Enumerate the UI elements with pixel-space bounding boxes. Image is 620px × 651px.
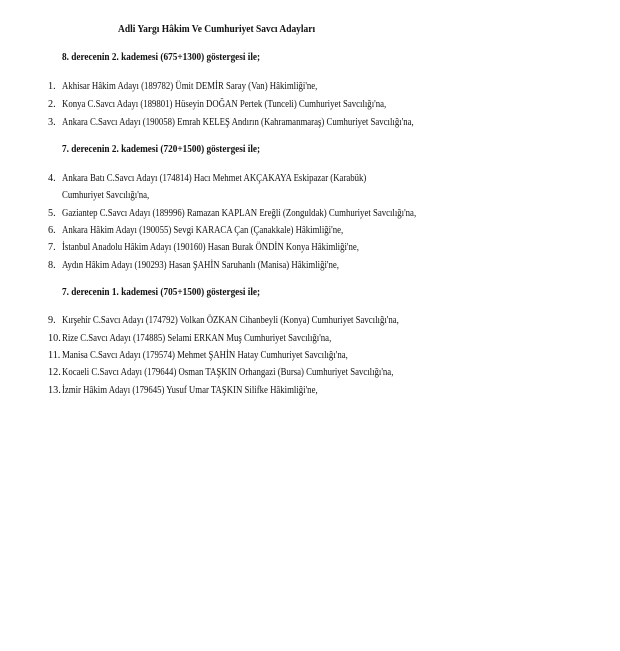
list-item-number: 9. xyxy=(48,315,56,326)
list-item-text: Ankara Batı C.Savcı Adayı (174814) Hacı Mehmet AKÇAKAYA Eskipazar (Karabük) Cumhuriyet Savcılığı'na, xyxy=(62,173,367,201)
list-item-number: 4. xyxy=(48,173,56,184)
list-item-text: Ankara Hâkim Adayı (190055) Sevgi KARACA Çan (Çanakkale) Hâkimliği'ne, xyxy=(62,225,344,236)
section-heading-1: 8. derecenin 2. kademesi (675+1300) göstergesi ile; xyxy=(62,52,261,63)
list-item-number: 6. xyxy=(48,225,56,236)
document-title: Adli Yargı Hâkim Ve Cumhuriyet Savcı Adayları xyxy=(118,24,316,35)
list-item-text: Aydın Hâkim Adayı (190293) Hasan ŞAHİN Saruhanlı (Manisa) Hâkimliği'ne, xyxy=(62,260,339,271)
list-item-number: 5. xyxy=(48,208,56,219)
list-item-number: 3. xyxy=(48,117,56,128)
list-item-text: İstanbul Anadolu Hâkim Adayı (190160) Hasan Burak ÖNDİN Konya Hâkimliği'ne, xyxy=(62,242,359,253)
list-item-number: 11. xyxy=(48,350,61,361)
list-item-number: 8. xyxy=(48,260,56,271)
list-item-text: İzmir Hâkim Adayı (179645) Yusuf Umar TAŞKIN Silifke Hâkimliği'ne, xyxy=(62,385,318,396)
list-item-number: 13. xyxy=(48,385,61,396)
list-item-number: 2. xyxy=(48,99,56,110)
list-item-number: 1. xyxy=(48,81,56,92)
list-item-number: 10. xyxy=(48,333,61,344)
section-heading-3: 7. derecenin 1. kademesi (705+1500) göstergesi ile; xyxy=(62,287,261,298)
list-item-text: Rize C.Savcı Adayı (174885) Selami ERKAN Muş Cumhuriyet Savcılığı'na, xyxy=(62,333,332,344)
list-item-text: Akhisar Hâkim Adayı (189782) Ümit DEMİR Saray (Van) Hâkimliği'ne, xyxy=(62,81,318,92)
list-item-text: Gaziantep C.Savcı Adayı (189996) Ramazan KAPLAN Ereğli (Zonguldak) Cumhuriyet Savcılığı'na, xyxy=(62,208,417,219)
list-item-number: 12. xyxy=(48,367,61,378)
list-item-text: Ankara C.Savcı Adayı (190058) Emrah KELEŞ Andırın (Kahramanmaraş) Cumhuriyet Savcılığı'na, xyxy=(62,117,414,128)
list-item-text: Kocaeli C.Savcı Adayı (179644) Osman TAŞKIN Orhangazi (Bursa) Cumhuriyet Savcılığı'na, xyxy=(62,367,394,378)
list-item-text: Manisa C.Savcı Adayı (179574) Mehmet ŞAHİN Hatay Cumhuriyet Savcılığı'na, xyxy=(62,350,348,361)
list-item-text: Kırşehir C.Savcı Adayı (174792) Volkan ÖZKAN Cihanbeyli (Konya) Cumhuriyet Savcılığı'na, xyxy=(62,315,399,326)
list-item-text: Konya C.Savcı Adayı (189801) Hüseyin DOĞAN Pertek (Tunceli) Cumhuriyet Savcılığı'na, xyxy=(62,99,387,110)
section-heading-2: 7. derecenin 2. kademesi (720+1500) göstergesi ile; xyxy=(62,144,261,155)
list-item-number: 7. xyxy=(48,242,56,253)
